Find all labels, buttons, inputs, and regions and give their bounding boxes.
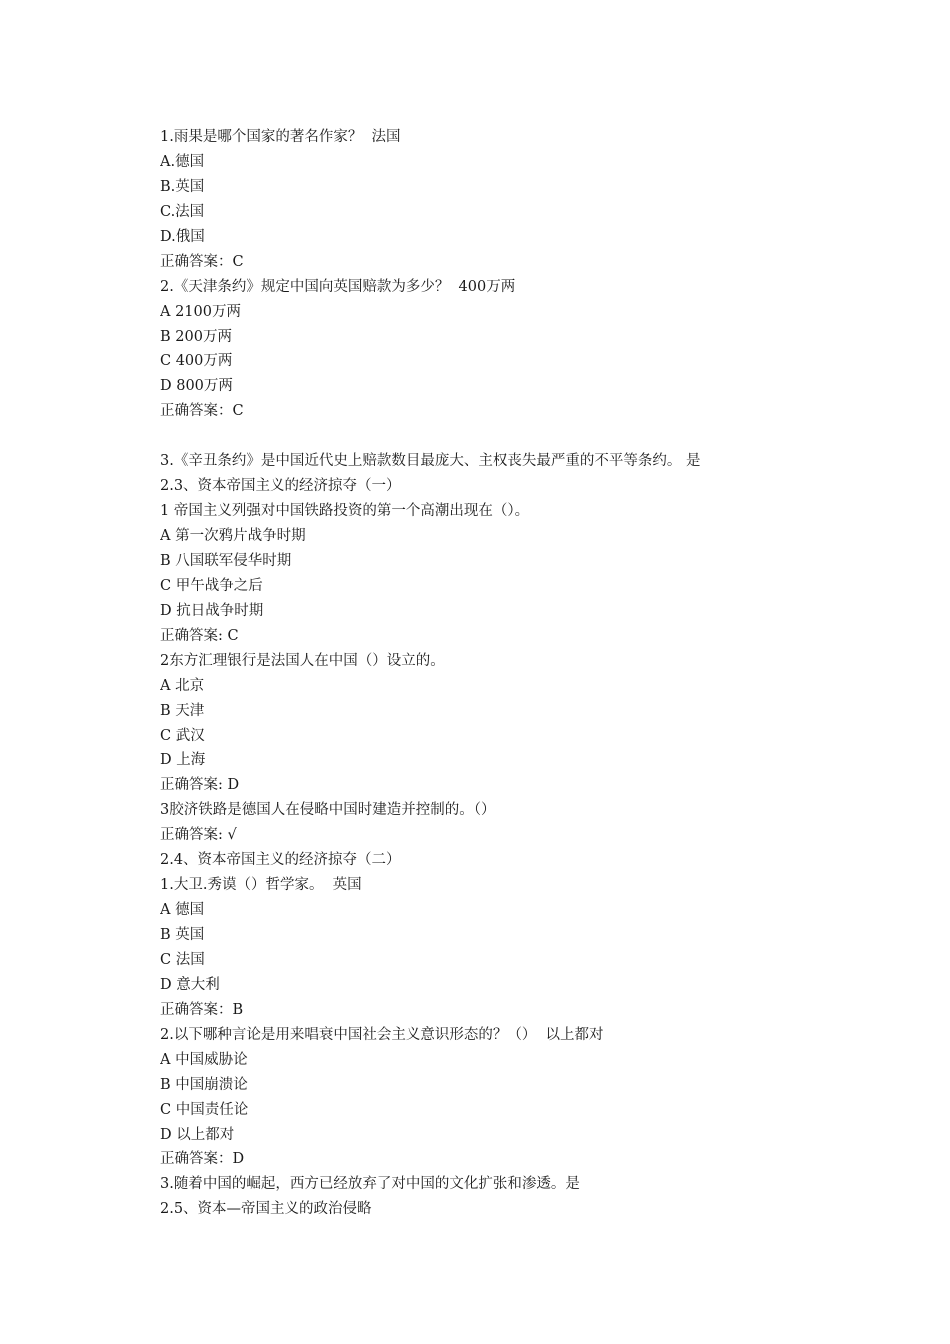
text-line: 正确答案: C: [160, 627, 239, 644]
text-line: D 以上都对: [160, 1126, 235, 1143]
text-line: A 德国: [160, 902, 205, 919]
text-line: A 第一次鸦片战争时期: [160, 528, 306, 544]
blank-line: [160, 424, 880, 449]
text-line: B 英国: [160, 927, 205, 943]
text-line: 2.3、资本帝国主义的经济掠夺（一）: [160, 478, 401, 495]
text-line: A 北京: [160, 677, 205, 694]
text-line: A.德国: [160, 153, 205, 170]
text-line: C 法国: [160, 951, 205, 968]
text-line: 2东方汇理银行是法国人在中国（）设立的。: [160, 652, 445, 669]
text-line: B 中国崩溃论: [160, 1076, 248, 1093]
text-line: 2.《天津条约》规定中国向英国赔款为多少？ 400万两: [160, 278, 516, 295]
text-line: 2.4、资本帝国主义的经济掠夺（二）: [160, 852, 401, 869]
text-line: A 中国威胁论: [160, 1051, 248, 1068]
text-line: 2.以下哪种言论是用来唱衰中国社会主义意识形态的？（） 以上都对: [160, 1026, 604, 1043]
text-line: C.法国: [160, 203, 205, 220]
text-line: 3胶济铁路是德国人在侵略中国时建造并控制的。（）: [160, 802, 496, 819]
text-line: 3.随着中国的崛起，西方已经放弃了对中国的文化扩张和渗透。是: [160, 1176, 580, 1193]
text-line: 正确答案：C: [160, 403, 244, 420]
text-line: 2.5、资本—帝国主义的政治侵略: [160, 1201, 372, 1218]
document-body: [160, 125, 880, 1222]
text-line: B 天津: [160, 702, 205, 719]
text-line: 1.大卫.秀谟（）哲学家。 英国: [160, 877, 362, 894]
text-line: C 武汉: [160, 727, 205, 744]
text-line: 3.《辛丑条约》是中国近代史上赔款数目最庞大、主权丧失最严重的不平等条约。 是: [160, 453, 701, 470]
text-line: B 八国联军侵华时期: [160, 552, 292, 569]
text-line: 1 帝国主义列强对中国铁路投资的第一个高潮出现在（）。: [160, 503, 530, 520]
text-line: B 200万两: [160, 328, 232, 345]
text-line: D 800万两: [160, 378, 233, 395]
text-line: A 2100万两: [160, 303, 241, 320]
text-line: 正确答案: D: [160, 777, 240, 794]
text-line: D.俄国: [160, 228, 205, 245]
text-line: D 意大利: [160, 976, 220, 993]
text-line: C 甲午战争之后: [160, 577, 263, 594]
text-line: B.英国: [160, 178, 205, 195]
text-line: D 上海: [160, 752, 206, 769]
text-line: 正确答案: √: [160, 827, 237, 844]
text-line: 1.雨果是哪个国家的著名作家？ 法国: [160, 129, 401, 145]
text-line: 正确答案：D: [160, 1151, 245, 1168]
text-line: C 中国责任论: [160, 1101, 249, 1118]
text-line: 正确答案：B: [160, 1001, 244, 1018]
text-line: C 400万两: [160, 353, 233, 370]
text-line: 正确答案：C: [160, 253, 244, 270]
text-line: D 抗日战争时期: [160, 602, 264, 619]
